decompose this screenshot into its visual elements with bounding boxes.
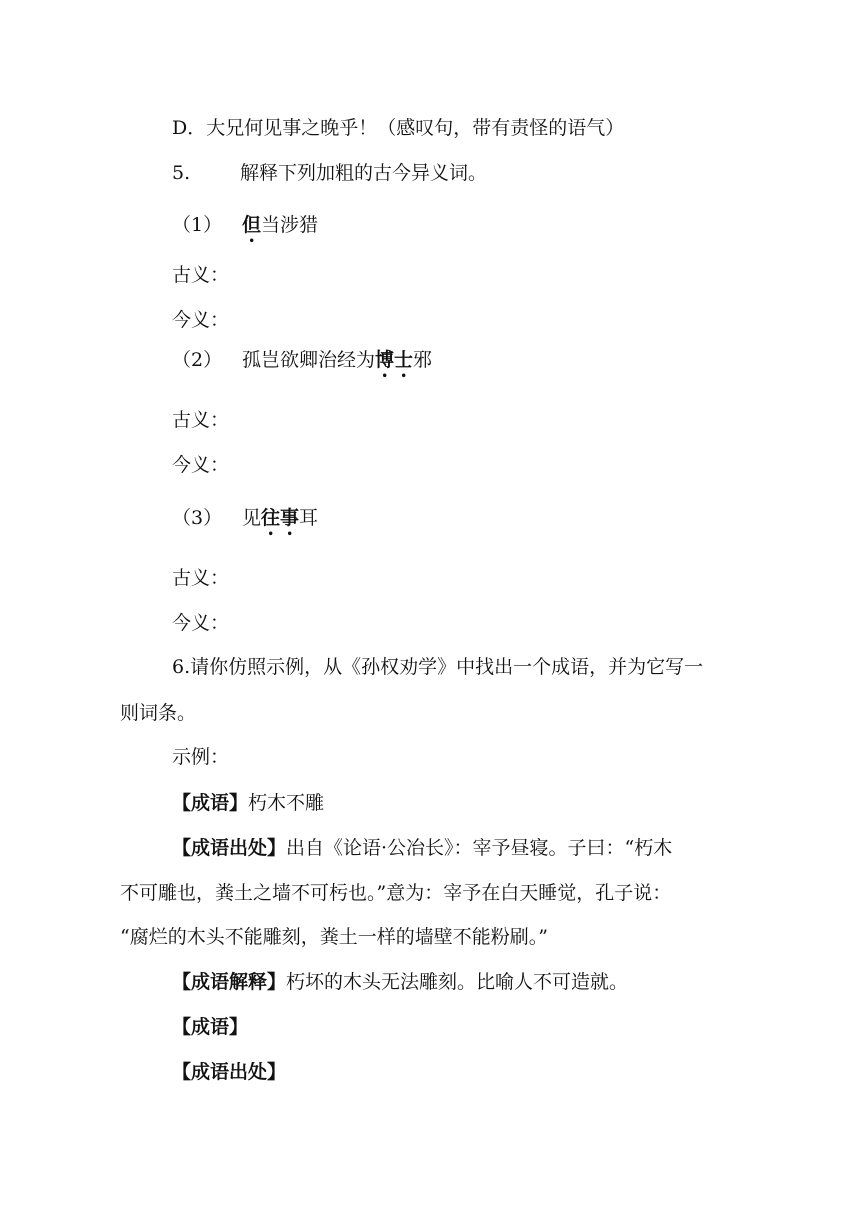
explain-tag: 【成语解释】 (172, 971, 287, 993)
item-label: （2） (172, 349, 223, 371)
example-source-line-1 (172, 836, 672, 860)
modern-meaning-2: 今义： (172, 454, 230, 476)
item-before: 孤岂欲卿治经为 (242, 349, 376, 371)
question-6-line-1: 6.请你仿照示例，从《孙权劝学》中找出一个成语，并为它写一 (172, 656, 704, 678)
question-6-line-2: 则词条。 (120, 702, 197, 724)
modern-meaning-1: 今义： (172, 309, 230, 331)
blank-source: 【成语出处】 (172, 1061, 287, 1083)
question-5 (172, 161, 487, 185)
modern-meaning-3: 今义： (172, 612, 230, 634)
item-2 (172, 348, 432, 382)
question-number: 5. (172, 162, 191, 184)
option-d-text: D．大兄何见事之晚乎！（感叹句，带有责怪的语气） (172, 117, 625, 139)
question-prompt: 解释下列加粗的古今异义词。 (240, 162, 488, 184)
ancient-meaning-3: 古义： (172, 567, 230, 589)
bold-word: 但 (242, 214, 262, 236)
idiom-value: 朽木不雕 (248, 792, 325, 814)
ancient-meaning-2: 古义： (172, 409, 230, 431)
source-tag: 【成语出处】 (172, 837, 287, 859)
example-label: 示例： (172, 746, 230, 768)
blank-idiom: 【成语】 (172, 1016, 249, 1038)
bold-word: 博士 (375, 349, 414, 371)
example-idiom (172, 791, 324, 815)
item-after: 耳 (299, 507, 319, 529)
item-after: 当涉猎 (261, 214, 319, 236)
item-before: 见 (242, 507, 262, 529)
item-label: （3） (172, 507, 223, 529)
item-1 (172, 213, 318, 247)
explain-value: 朽坏的木头无法雕刻。比喻人不可造就。 (286, 971, 629, 993)
bold-word: 往事 (261, 507, 300, 529)
idiom-tag: 【成语】 (172, 792, 249, 814)
example-explanation (172, 970, 628, 994)
example-source-line-2: 不可雕也，粪土之墙不可杇也。”意为：宰予在白天睡觉，孔子说： (120, 882, 672, 904)
source-text: 出自《论语·公冶长》：宰予昼寝。子曰：“朽木 (286, 837, 673, 859)
ancient-meaning-1: 古义： (172, 264, 230, 286)
item-3 (172, 506, 318, 540)
item-label: （1） (172, 214, 223, 236)
example-source-line-3: “腐烂的木头不能雕刻，粪土一样的墙壁不能粉刷。” (120, 926, 548, 948)
item-after: 邪 (413, 349, 433, 371)
